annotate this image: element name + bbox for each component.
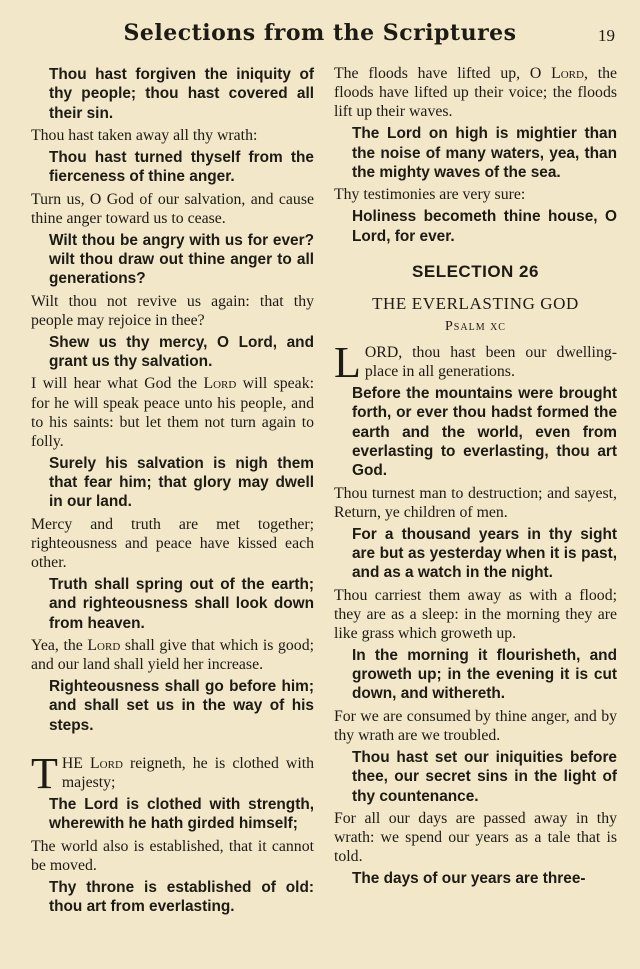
verse-response: Thou hast turned thyself from the fierceness of thine anger. bbox=[49, 148, 314, 186]
verse-lead: Thou carriest them away as with a flood; they are as a sleep: in the morning they are like grass which groweth up. bbox=[334, 586, 617, 642]
verse-response: The Lord is clothed with strength, wherewith he hath girded himself; bbox=[49, 796, 314, 833]
verse-lead: I will hear what God the Lord will speak: for he will speak peace unto his people, and to his saints: but let them not turn again to folly. bbox=[31, 375, 314, 450]
page-header bbox=[0, 20, 640, 52]
verse-response: Thou hast set our iniquities before thee, our secret sins in the light of thy countenance. bbox=[352, 748, 617, 805]
verse-lead-dropcap: THE Lord reigneth, he is clothed with majesty; bbox=[31, 748, 314, 798]
drop-cap: L bbox=[334, 337, 361, 387]
running-head: Selections from the Scriptures bbox=[123, 20, 517, 46]
verse-lead: For we are consumed by thine anger, and by thy wrath are we troubled. bbox=[334, 707, 617, 744]
verse-response: Thou hast forgiven the iniquity of thy people; thou hast covered all their sin. bbox=[49, 66, 314, 122]
page-number: 19 bbox=[598, 26, 615, 45]
verse-lead: For all our days are passed away in thy wrath: we spend our years as a tale that is told. bbox=[334, 809, 617, 866]
verse-response: Holiness becometh thine house, O Lord, for ever. bbox=[352, 208, 617, 245]
small-caps-lord: Lord bbox=[203, 375, 237, 393]
verse-response: The days of our years are three- bbox=[352, 870, 586, 888]
drop-cap: T bbox=[31, 748, 58, 798]
verse-response: Thy throne is established of old: thou art from everlasting. bbox=[49, 878, 314, 916]
verse-lead: Yea, the Lord shall give that which is good; and our land shall yield her increase. bbox=[31, 636, 314, 673]
right-column bbox=[334, 62, 617, 891]
section-title: SELECTION 26 bbox=[412, 261, 539, 281]
verse-lead: Thy testimonies are very sure: bbox=[334, 186, 526, 204]
verse-lead: Thou turnest man to destruction; and sayest, Return, ye children of men. bbox=[334, 484, 617, 521]
verse-lead: Turn us, O God of our salvation, and cause thine anger toward us to cease. bbox=[31, 190, 314, 227]
small-caps-lord: Lord bbox=[87, 636, 121, 654]
verse-response: Truth shall spring out of the earth; and righteousness shall look down from heaven. bbox=[49, 575, 314, 632]
verse-response: Shew us thy mercy, O Lord, and grant us thy salvation. bbox=[49, 333, 314, 371]
verse-response: For a thousand years in thy sight are but as yesterday when it is past, and as a watch in the night. bbox=[352, 525, 617, 582]
verse-response: Surely his salvation is nigh them that fear him; that glory may dwell in our land. bbox=[49, 454, 314, 511]
verse-response: Wilt thou be angry with us for ever? wilt thou draw out thine anger to all generations? bbox=[49, 231, 314, 288]
verse-lead: Wilt thou not revive us again: that thy people may rejoice in thee? bbox=[31, 292, 314, 329]
small-caps-lord: Lord bbox=[551, 65, 584, 82]
verse-response: The Lord on high is mightier than the noise of many waters, yea, than the mighty waves of the sea. bbox=[352, 125, 617, 181]
left-column bbox=[31, 62, 314, 920]
verse-lead-dropcap: LORD, thou hast been our dwelling-place in all generations. bbox=[334, 337, 617, 387]
verse-response: In the morning it flourisheth, and groweth up; in the evening it is cut down, and withereth. bbox=[352, 646, 617, 703]
verse-lead: The floods have lifted up, O Lord, the floods have lifted up their voice; the floods lift up their waves. bbox=[334, 65, 618, 121]
small-caps-lord: Lord bbox=[90, 754, 123, 772]
verse-response: Before the mountains were brought forth, or ever thou hadst formed the earth and the world, even from everlasting to everlasting, thou art God. bbox=[352, 385, 617, 480]
psalm-reference: Psalm xc bbox=[445, 318, 506, 334]
verse-lead: Thou hast taken away all thy wrath: bbox=[31, 126, 258, 144]
verse-lead: Mercy and truth are met together; righteousness and peace have kissed each other. bbox=[31, 515, 314, 571]
verse-lead: The world also is established, that it cannot be moved. bbox=[31, 837, 314, 874]
section-subtitle: THE EVERLASTING GOD bbox=[372, 293, 579, 313]
verse-response: Righteousness shall go before him; and shall set us in the way of his steps. bbox=[49, 678, 314, 734]
